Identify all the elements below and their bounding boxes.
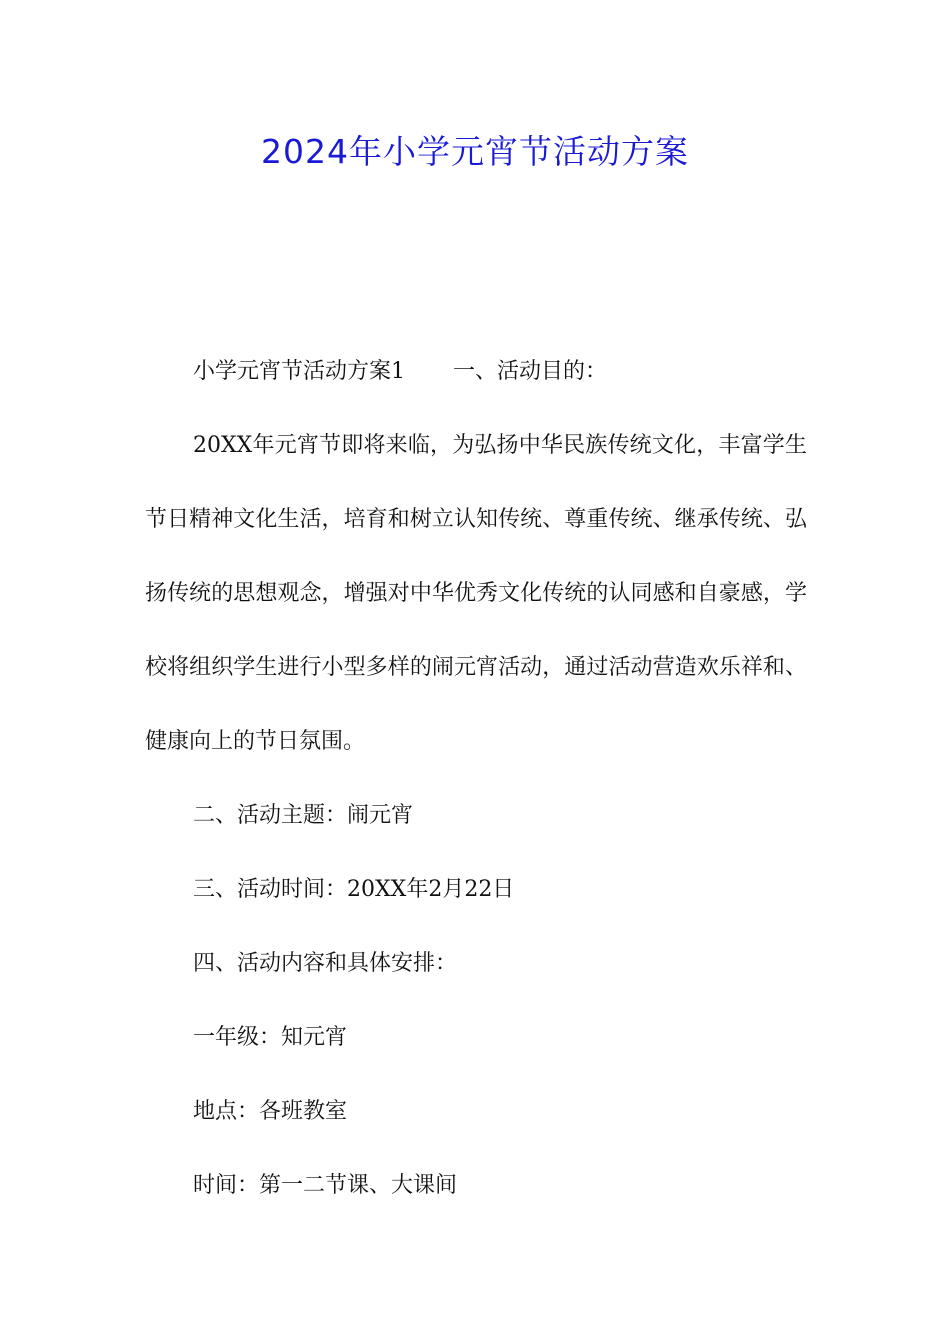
paragraph-schedule: 时间：第一二节课、大课间 xyxy=(193,1173,458,1198)
section-heading-line xyxy=(145,335,807,409)
paragraph-time: 三、活动时间：20XX年2月22日 xyxy=(193,877,515,902)
paragraph-theme: 二、活动主题：闹元宵 xyxy=(193,803,414,828)
paragraph-grade-one: 一年级：知元宵 xyxy=(193,1025,348,1050)
paragraph-location: 地点：各班教室 xyxy=(193,1099,348,1124)
section-heading-purpose: 一、活动目的： xyxy=(453,359,608,384)
document-body xyxy=(145,335,807,1223)
paragraph-content-heading: 四、活动内容和具体安排： xyxy=(193,951,458,976)
plan-heading: 小学元宵节活动方案1 xyxy=(193,359,405,384)
document-title: 2024年小学元宵节活动方案 xyxy=(261,132,689,171)
paragraph-purpose: 20XX年元宵节即将来临，为弘扬中华民族传统文化，丰富学生节日精神文化生活，培育和树立认知传统、尊重传统、继承传统、弘扬传统的思想观念，增强对中华优秀文化传统的认同感和自豪感，学校将组织学生进行小型多样的闹元宵活动，通过活动营造欢乐祥和、健康向上的节日氛围。 xyxy=(145,433,807,754)
